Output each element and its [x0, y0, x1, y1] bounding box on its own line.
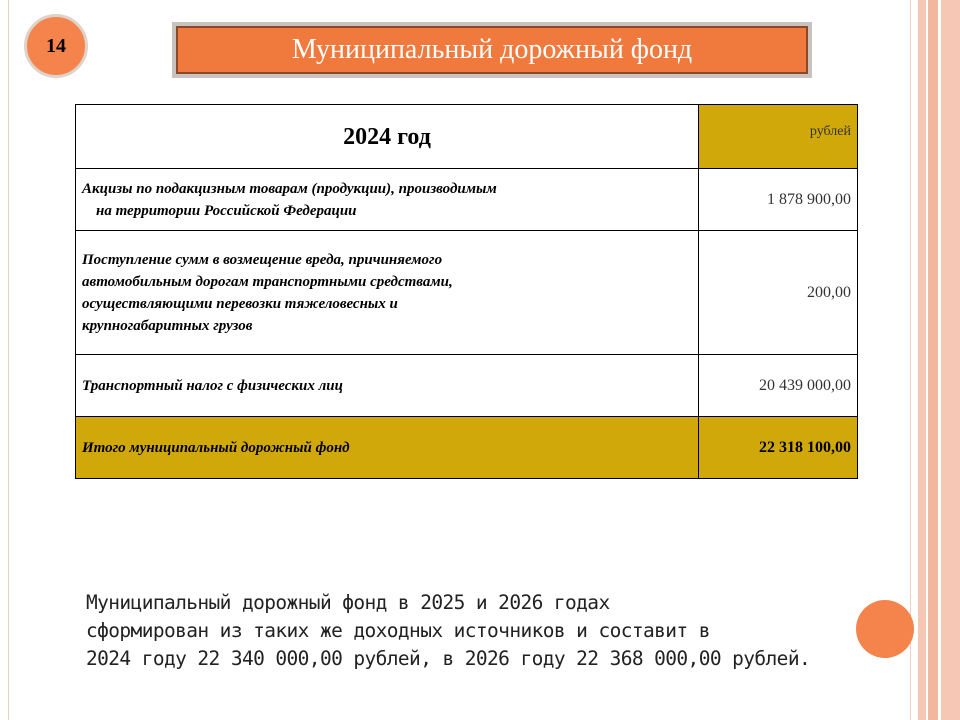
total-row	[76, 417, 858, 479]
row-label-line: Акцизы по подакцизным товарам (продукции), производимым	[82, 180, 497, 197]
table-row	[76, 169, 858, 231]
decorative-circle	[856, 600, 914, 658]
row-value: 1 878 900,00	[699, 169, 858, 231]
right-frame-line	[910, 0, 911, 720]
footnote-line: 2024 году 22 340 000,00 рублей, в 2026 году 22 368 000,00 рублей.	[86, 647, 811, 670]
row-label-line: осуществляющими перевозки тяжеловесных и	[82, 295, 398, 312]
fund-table	[75, 104, 858, 479]
page-number-badge: 14	[24, 14, 88, 78]
row-label: Транспортный налог с физических лиц	[76, 355, 699, 417]
row-label	[76, 169, 699, 231]
total-value: 22 318 100,00	[699, 417, 858, 479]
table-row	[76, 231, 858, 355]
title-banner	[172, 22, 812, 78]
row-label-line: автомобильным дорогам транспортными средствами,	[82, 273, 453, 290]
row-label-line: Поступление сумм в возмещение вреда, причиняемого	[82, 251, 443, 268]
total-label: Итого муниципальный дорожный фонд	[76, 417, 699, 479]
footnote-line: сформирован из таких же доходных источников и составит в	[86, 619, 710, 642]
row-label	[76, 231, 699, 355]
table-header-row	[76, 105, 858, 169]
row-value: 20 439 000,00	[699, 355, 858, 417]
table-row	[76, 355, 858, 417]
decor-stripe	[918, 0, 926, 720]
page-title: Муниципальный дорожный фонд	[176, 26, 808, 74]
row-label-line: на территории Российской Федерации	[96, 202, 357, 219]
decor-stripe	[928, 0, 938, 720]
left-frame-line	[8, 0, 9, 720]
year-header: 2024 год	[76, 105, 699, 169]
footnote-text	[86, 589, 866, 673]
row-label-line: крупногабаритных грузов	[82, 317, 253, 334]
footnote-line: Муниципальный дорожный фонд в 2025 и 2026 годах	[86, 591, 610, 614]
unit-header: рублей	[699, 105, 858, 169]
row-value: 200,00	[699, 231, 858, 355]
decor-stripe	[941, 0, 960, 720]
